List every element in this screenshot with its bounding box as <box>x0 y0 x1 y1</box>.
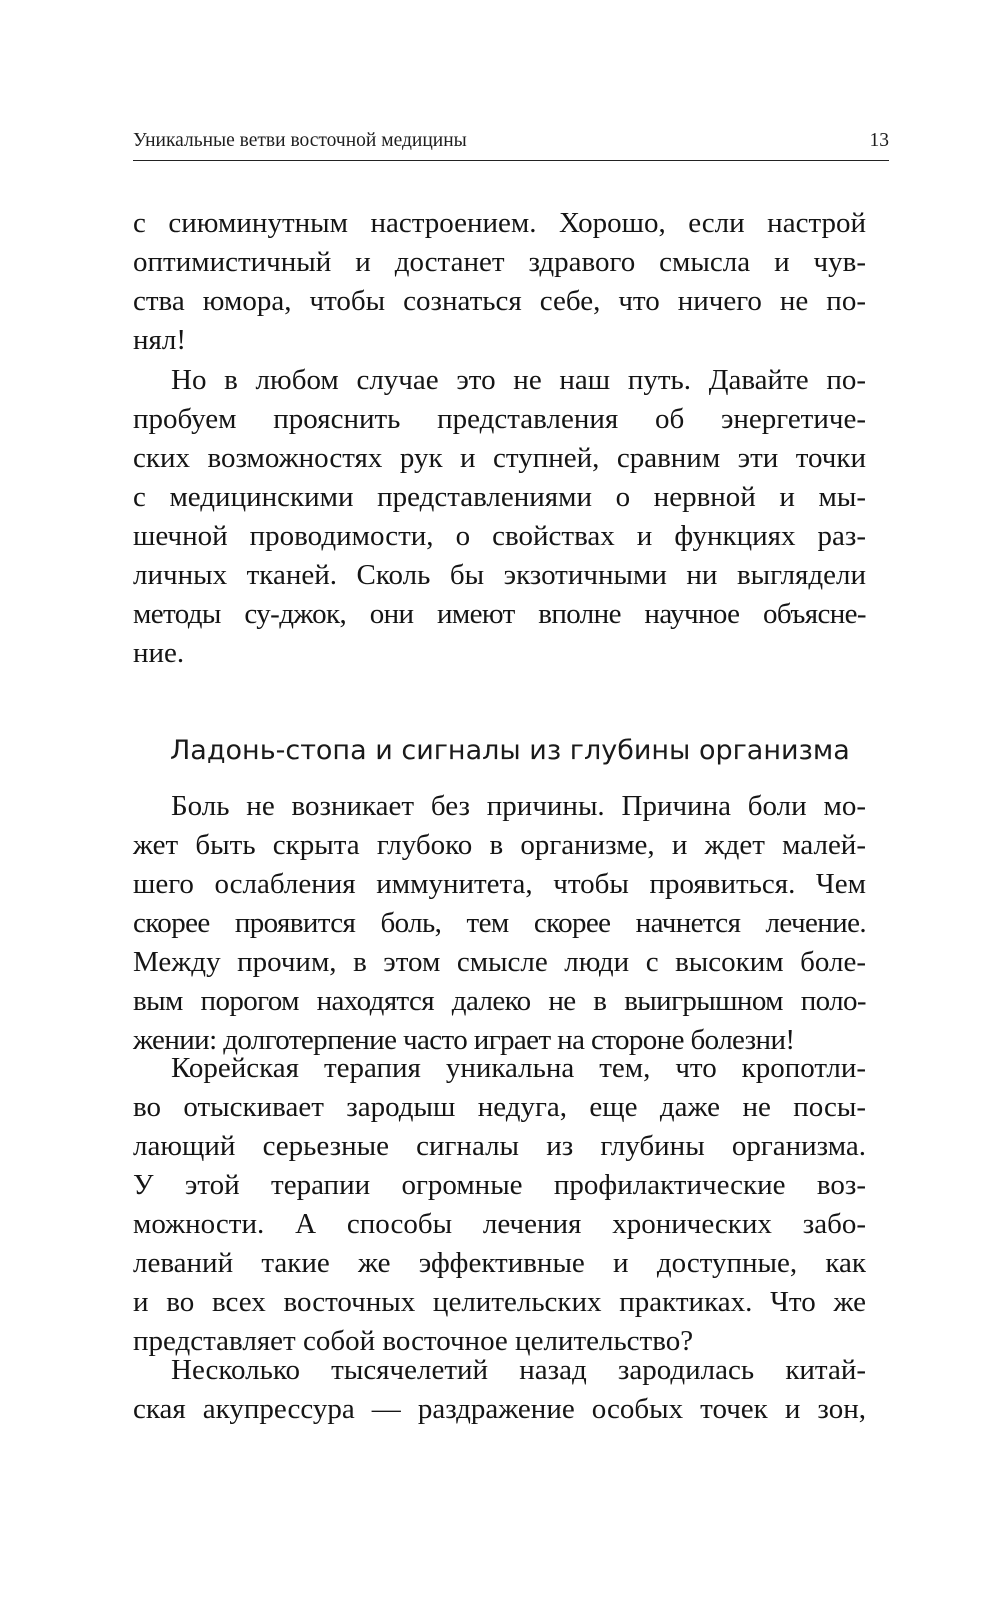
text-line: пробуем прояснить представления об энергетиче- <box>133 403 866 435</box>
text-line: ние. <box>133 637 185 669</box>
text-line: скорее проявится боль, тем скорее начнется лечение. <box>133 907 866 939</box>
text-line: шечной проводимости, о свойствах и функциях раз- <box>133 520 866 552</box>
running-header <box>133 124 889 161</box>
text-line: нял! <box>133 324 186 356</box>
text-line: Но в любом случае это не наш путь. Давайте по- <box>171 364 866 396</box>
paragraph-1 <box>133 204 866 360</box>
paragraph-4 <box>133 1049 866 1361</box>
paragraph-2 <box>133 361 866 673</box>
text-line: Между прочим, в этом смысле люди с высоким боле- <box>133 946 866 978</box>
paragraph-5 <box>133 1351 866 1429</box>
text-line: представляет собой восточное целительство? <box>133 1325 694 1357</box>
text-line: лающий серьезные сигналы из глубины организма. <box>133 1130 866 1162</box>
running-header-title: Уникальные ветви восточной медицины <box>133 130 467 151</box>
section-heading: Ладонь-стопа и сигналы из глубины организма <box>170 735 850 766</box>
text-line: жении: долготерпение часто играет на стороне болезни! <box>133 1024 795 1056</box>
text-line: и во всех восточных целительских практиках. Что же <box>133 1286 866 1318</box>
text-line: ская акупрессура — раздражение особых точек и зон, <box>133 1393 866 1425</box>
text-line: личных тканей. Сколь бы экзотичными ни выглядели <box>133 559 866 591</box>
text-line: можности. А способы лечения хронических забо- <box>133 1208 866 1240</box>
text-line: шего ослабления иммунитета, чтобы проявиться. Чем <box>133 868 866 900</box>
text-line: с сиюминутным настроением. Хорошо, если настрой <box>133 207 866 239</box>
text-line: во отыскивает зародыш недуга, еще даже не посы- <box>133 1091 866 1123</box>
page-number: 13 <box>869 130 889 151</box>
paragraph-3 <box>133 787 866 1060</box>
text-line: с медицинскими представлениями о нервной и мы- <box>133 481 866 513</box>
text-line: жет быть скрыта глубоко в организме, и ждет малей- <box>133 829 866 861</box>
text-line: ских возможностях рук и ступней, сравним эти точки <box>133 442 866 474</box>
text-line: вым порогом находятся далеко не в выигрышном поло- <box>133 985 866 1017</box>
text-line: оптимистичный и достанет здравого смысла и чув- <box>133 246 866 278</box>
text-line: Корейская терапия уникальна тем, что кропотли- <box>171 1052 866 1084</box>
text-line: ства юмора, чтобы сознаться себе, что ничего не по- <box>133 285 866 317</box>
text-line: леваний такие же эффективные и доступные, как <box>133 1247 866 1279</box>
text-line: методы су-джок, они имеют вполне научное объясне- <box>133 598 866 630</box>
text-line: Боль не возникает без причины. Причина боли мо- <box>171 790 866 822</box>
text-line: У этой терапии огромные профилактические воз- <box>133 1169 866 1201</box>
text-line: Несколько тысячелетий назад зародилась китай- <box>171 1354 866 1386</box>
